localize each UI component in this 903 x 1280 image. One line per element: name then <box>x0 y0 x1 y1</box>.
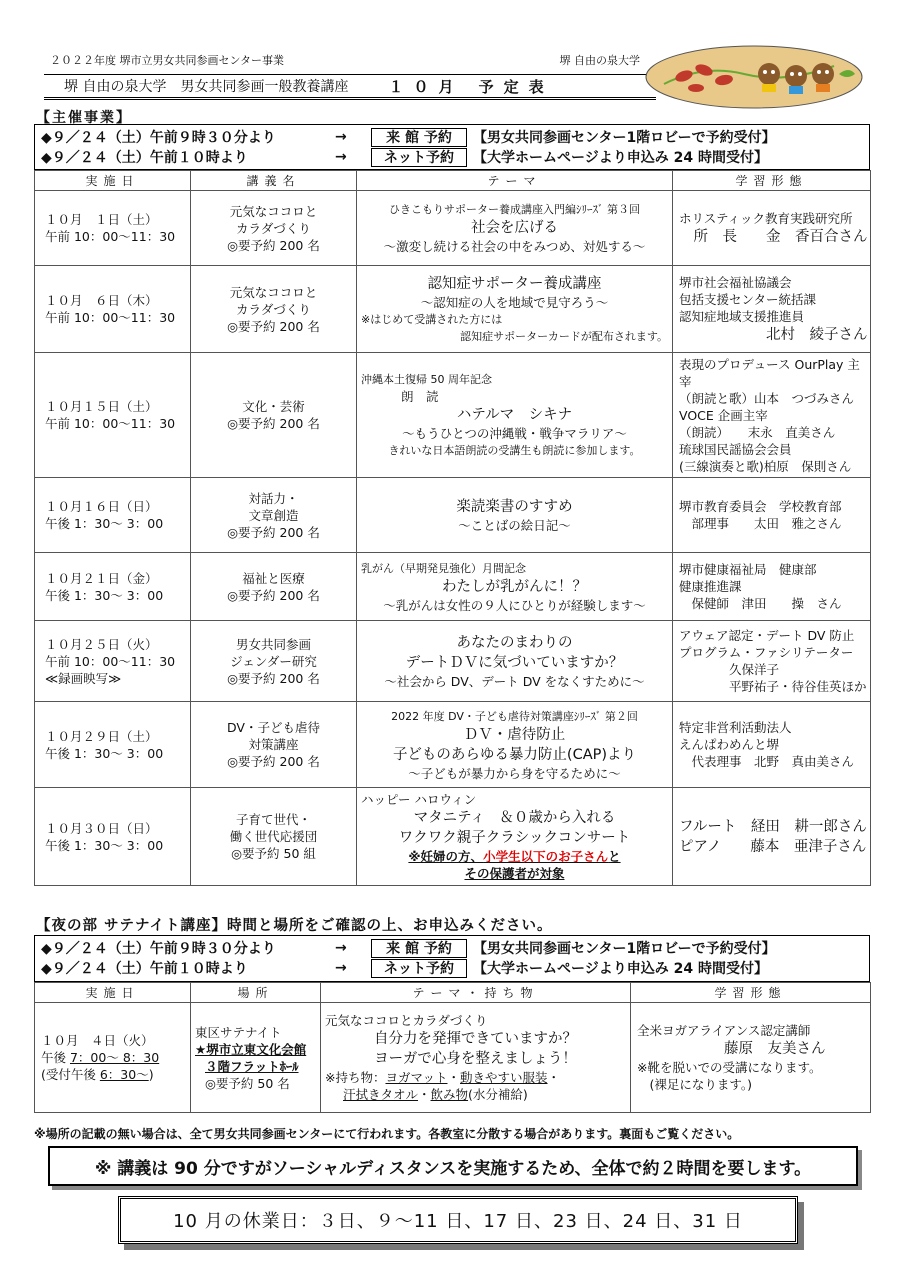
schedule-table <box>34 170 871 886</box>
cell-course <box>191 702 357 788</box>
title-mid: 男女共同参画一般教養講座 <box>180 79 349 95</box>
cell-theme <box>357 266 673 353</box>
cell-theme <box>357 621 673 702</box>
title-right: １０月 予定表 <box>388 77 554 96</box>
item-note: (水分補給) <box>468 1087 528 1102</box>
cell-theme <box>357 702 673 788</box>
cell-date <box>35 553 191 621</box>
course-line: カラダづくり <box>236 301 311 317</box>
course-line: 元気なココロと <box>229 284 318 300</box>
reservation-arrow: → <box>335 149 347 165</box>
course-line: DV・子ども虐待 <box>227 720 320 735</box>
reception-time: 6：30～ <box>99 1067 149 1082</box>
inst-note: (裸足になります。) <box>637 1077 753 1092</box>
inst-line: フルート 経田 耕一郎さん <box>679 818 867 835</box>
date-line: １０月１６日（日） <box>45 499 158 514</box>
cell-instructor <box>631 1003 871 1113</box>
cell-instructor <box>673 353 871 478</box>
theme-main: ワクワク親子クラシックコンサート <box>398 830 631 846</box>
time-line: 午前 10：00～11：30 <box>45 416 176 431</box>
reservation-date: ◆９／２４（土）午前９時３０分より <box>41 941 276 957</box>
inst-line: 所 長 金 香百合さん <box>679 228 868 245</box>
course-line: 男女共同参画 <box>235 636 311 652</box>
cell-theme <box>357 788 673 886</box>
col-header-date: 実施日 <box>35 171 191 191</box>
date-line: １０月 １日（土） <box>45 212 158 227</box>
theme-read: 朗 読 <box>401 389 439 404</box>
cell-instructor <box>673 191 871 266</box>
inst-line: 北村 綾子さん <box>679 326 868 343</box>
inst-line: 部理事 太田 雅之さん <box>679 516 842 531</box>
table-row <box>35 702 871 788</box>
items-label: ※持ち物： <box>325 1070 386 1085</box>
cell-course <box>191 788 357 886</box>
inst-line: 全米ヨガアライアンス認定講師 <box>637 1023 811 1038</box>
cell-theme <box>357 478 673 553</box>
course-line: 文章創造 <box>248 507 299 523</box>
theme-pre: ハッピー ハロウィン <box>361 792 477 807</box>
theme-main: 社会を広げる <box>471 220 558 236</box>
table-row <box>35 191 871 266</box>
theme-note: きれいな日本語朗読の受講生も朗読に参加します。 <box>388 444 641 457</box>
date-line: １０月２５日（火） <box>45 636 158 652</box>
time-line: 午前 10：00～11：30 <box>45 310 176 325</box>
reservation-note: 【男女共同参画センター1階ロビーで予約受付】 <box>473 941 776 957</box>
theme-sub: ～社会から DV、デート DV をなくすために～ <box>384 673 645 689</box>
course-line: 子育て世代・ <box>235 812 311 827</box>
reservation-kind: ネット予約 <box>371 148 467 167</box>
cell-instructor <box>673 702 871 788</box>
inst-line: ホリスティック教育実践研究所 <box>679 210 853 226</box>
course-line: 文化・芸術 <box>242 399 305 414</box>
time-line: 午前 10：00～11：30 <box>45 229 176 244</box>
inst-line: 保健師 津田 操 さん <box>679 596 842 611</box>
inst-line: 堺市健康福祉局 健康部 <box>679 562 817 577</box>
theme-main: 認知症サポーター養成講座 <box>427 275 602 292</box>
inst-line: アウェア認定・デート DV 防止 <box>679 628 855 643</box>
items-line <box>325 1086 626 1103</box>
cell-date <box>35 478 191 553</box>
theme-pre: 2022 年度 DV・子ども虐待対策講座ｼﾘｰｽﾞ 第２回 <box>391 709 638 723</box>
item-sep: ・ <box>447 1070 461 1085</box>
table-row <box>35 621 871 702</box>
reservation-arrow: → <box>335 960 347 976</box>
table-row <box>35 478 871 553</box>
theme-main: マタニティ ＆０歳から入れる <box>413 810 616 826</box>
col-header-form: 学習形態 <box>631 983 871 1003</box>
capacity-line: ◎要予約 50 組 <box>231 846 316 861</box>
theme-main: デートＤＶに気づいていますか？ <box>405 654 624 671</box>
capacity-line: ◎要予約 200 名 <box>227 754 320 769</box>
capacity-line: ◎要予約 200 名 <box>227 416 320 431</box>
cell-course <box>191 621 357 702</box>
theme-main: 自分力を発揮できていますか？ <box>374 1031 577 1047</box>
inst-line: 表現のプロデュース OurPlay 主宰 <box>679 356 860 389</box>
col-header-date: 実施日 <box>35 983 191 1003</box>
cell-date <box>35 266 191 353</box>
table-row <box>35 266 871 353</box>
header-year-org: ２０２２年度 堺市立男女共同参画センター事業 <box>50 54 285 67</box>
inst-line: (三線演奏と歌)柏原 保則さん <box>679 458 852 474</box>
place-line: 東区サテナイト <box>195 1024 282 1040</box>
reservation-arrow: → <box>335 129 347 145</box>
col-header-place: 場所 <box>191 983 321 1003</box>
cell-course <box>191 553 357 621</box>
theme-sub: ～子どもが暴力から身を守るために～ <box>408 765 621 781</box>
theme-main: ＤＶ・虐待防止 <box>463 726 566 743</box>
cell-theme <box>321 1003 631 1113</box>
reservation-line <box>35 147 869 167</box>
cell-date <box>35 1003 191 1113</box>
inst-line: 久保洋子 <box>679 662 780 677</box>
section1-label: 【主催事業】 <box>36 110 132 126</box>
time-prefix: 午後 <box>41 1050 70 1065</box>
inst-line: 堺市教育委員会 学校教育部 <box>679 499 842 514</box>
col-header-theme: テーマ・持ち物 <box>321 983 631 1003</box>
screening-note: ≪録画映写≫ <box>45 670 122 686</box>
col-header-theme: テーマ <box>357 171 673 191</box>
time-line: 午後 1：30～ 3：00 <box>45 745 164 761</box>
item: 動きやすい服装 <box>460 1070 548 1085</box>
theme-pre: 沖縄本土復帰 50 周年記念 <box>361 373 492 386</box>
inst-line: 認知症地域支援推進員 <box>679 308 805 324</box>
capacity-line: ◎要予約 200 名 <box>227 670 320 686</box>
theme-main: ヨーガで心身を整えましょう！ <box>374 1051 577 1067</box>
item: ヨガマット <box>385 1070 448 1085</box>
table-row <box>35 553 871 621</box>
section1-reservation-box <box>34 124 870 170</box>
time-line: 午後 1：30～ 3：00 <box>45 516 164 531</box>
cell-course <box>191 191 357 266</box>
inst-line: えんぱわめんと堺 <box>679 737 780 752</box>
theme-pre: 乳がん（早期発見強化）月間記念 <box>361 561 526 575</box>
date-line: １０月３０日（日） <box>45 820 158 836</box>
course-line: 対策講座 <box>248 737 299 752</box>
theme-sub: ～乳がんは女性の９人にひとりが経験します～ <box>383 597 646 613</box>
closed-days-box: 10 月の休業日：３日、９～11 日、17 日、23 日、24 日、31 日 <box>118 1196 798 1244</box>
course-line: カラダづくり <box>236 220 311 236</box>
inst-line: 藤原 友美さん <box>637 1041 826 1057</box>
date-line: １０月２９日（土） <box>45 728 158 744</box>
reservation-line <box>35 938 869 958</box>
inst-line: ピアノ 藤本 亜津子さん <box>679 838 867 855</box>
date-line: １０月１５日（土） <box>45 399 158 414</box>
note-part: ※妊婦の方、 <box>408 849 484 864</box>
time-range: 7：00～ 8：30 <box>69 1050 160 1065</box>
theme-sub: ～認知症の人を地域で見守ろう～ <box>420 294 609 310</box>
reservation-note: 【男女共同参画センター1階ロビーで予約受付】 <box>473 130 776 146</box>
inst-line: VOCE 企画主宰 <box>679 407 768 423</box>
cell-theme <box>357 553 673 621</box>
cell-course <box>191 353 357 478</box>
reception-suffix: ) <box>148 1067 154 1082</box>
section2-reservation-box <box>34 935 870 982</box>
theme-main: ハテルマ シキナ <box>456 407 573 423</box>
date-line: １０月２１日（金） <box>45 570 158 586</box>
table-row <box>35 1003 871 1113</box>
inst-line: 平野祐子・待谷佳英ほか <box>679 679 867 694</box>
cell-date <box>35 788 191 886</box>
theme-main: 子どものあらゆる暴力防止(CAP)より <box>392 746 637 763</box>
time-line <box>41 1049 190 1066</box>
inst-line: プログラム・ファシリテーター <box>679 645 854 660</box>
table-row <box>35 788 871 886</box>
capacity-line: ◎要予約 200 名 <box>227 587 320 603</box>
theme-pre: ひきこもりサポーター養成講座入門編ｼﾘｰｽﾞ 第３回 <box>389 203 640 216</box>
course-line: 対話力・ <box>248 490 299 506</box>
course-line: ジェンダー研究 <box>230 653 317 669</box>
cell-theme <box>357 191 673 266</box>
col-header-course: 講義名 <box>191 171 357 191</box>
theme-sub: ～激変し続ける社会の中をみつめ、対処する～ <box>383 239 646 254</box>
header-univ-right: 堺 自由の泉大学 <box>559 54 640 67</box>
cell-instructor <box>673 553 871 621</box>
cell-theme <box>357 353 673 478</box>
theme-sub: ～もうひとつの沖縄戦・戦争マラリア～ <box>402 426 627 441</box>
capacity-line: ◎要予約 50 名 <box>205 1075 290 1091</box>
cell-date <box>35 621 191 702</box>
time-line: 午後 1：30～ 3：00 <box>45 587 164 603</box>
item-sep: ・ <box>547 1070 561 1085</box>
course-line: 働く世代応援団 <box>229 829 318 844</box>
night-schedule-table <box>34 982 871 1113</box>
col-header-form: 学習形態 <box>673 171 871 191</box>
theme-note: ※はじめて受講された方には <box>361 312 503 326</box>
reservation-date: ◆９／２４（土）午前９時３０分より <box>41 130 276 146</box>
item: 飲み物 <box>430 1087 469 1102</box>
inst-line: （朗読と歌）山本 つづみさん <box>679 390 855 406</box>
notice-banner: ※ 講義は 90 分ですがソーシャルディスタンスを実施するため、全体で約２時間を要します。 <box>48 1146 858 1186</box>
time-line: 午後 1：30～ 3：00 <box>45 837 164 853</box>
cell-instructor <box>673 788 871 886</box>
note-part-red: 小学生以下のお子さん <box>483 849 609 864</box>
capacity-line: ◎要予約 200 名 <box>227 524 320 540</box>
course-line: 元気なココロと <box>229 203 318 219</box>
inst-line: （朗読） 末永 直美さん <box>679 424 836 440</box>
section2-label: 【夜の部 サテナイト講座】時間と場所をご確認の上、お申込みください。 <box>36 918 553 934</box>
cell-instructor <box>673 621 871 702</box>
inst-line: 特定非営利活動法人 <box>679 720 792 735</box>
inst-line: 健康推進課 <box>679 579 742 594</box>
theme-main: あなたのまわりの <box>456 634 573 651</box>
reservation-line <box>35 958 869 978</box>
cell-instructor <box>673 266 871 353</box>
reservation-kind: 来 館 予約 <box>371 128 467 147</box>
date-line: １０月 ４日（火） <box>41 1033 154 1048</box>
theme-sub: ～ことばの絵日記～ <box>458 517 571 533</box>
table-header-row <box>35 171 871 191</box>
item: 汗拭きタオル <box>343 1087 419 1102</box>
date-line: １０月 ６日（木） <box>45 293 158 308</box>
time-line: 午前 10：00～11：30 <box>45 653 176 669</box>
reception-line <box>41 1066 190 1083</box>
reservation-note: 【大学ホームページより申込み 24 時間受付】 <box>473 961 768 977</box>
cell-date <box>35 191 191 266</box>
capacity-line: ◎要予約 200 名 <box>227 237 320 253</box>
reservation-arrow: → <box>335 940 347 956</box>
table-row <box>35 353 871 478</box>
inst-line: 包括支援センター統括課 <box>679 291 817 307</box>
theme-main: わたしが乳がんに！？ <box>442 578 587 595</box>
course-line: 福祉と医療 <box>242 570 305 586</box>
note-part: と <box>608 849 621 864</box>
theme-note: その保護者が対象 <box>464 866 565 881</box>
theme-pre: 元気なココロとカラダづくり <box>325 1013 488 1028</box>
reservation-note: 【大学ホームページより申込み 24 時間受付】 <box>473 150 768 166</box>
cell-date <box>35 702 191 788</box>
theme-main: 楽読楽書のすすめ <box>456 498 573 515</box>
title-left: 堺 自由の泉大学 <box>64 79 167 95</box>
capacity-line: ◎要予約 200 名 <box>227 318 320 334</box>
item-sep: ・ <box>418 1087 431 1102</box>
cell-date <box>35 353 191 478</box>
inst-note: ※靴を脱いでの受講になります。 <box>637 1060 822 1075</box>
place-line: ３階フラットﾎｰﾙ <box>205 1058 299 1074</box>
page-title <box>44 74 656 100</box>
theme-note <box>361 848 668 865</box>
place-line: ★堺市立東文化会館 <box>195 1041 307 1057</box>
cell-instructor <box>673 478 871 553</box>
theme-note: 認知症サポーターカードが配布されます。 <box>460 329 668 343</box>
reservation-kind: ネット予約 <box>371 959 467 978</box>
mascot-logo-icon <box>644 44 864 110</box>
reservation-kind: 来 館 予約 <box>371 939 467 958</box>
items-line <box>325 1069 626 1086</box>
reception-prefix: (受付午後 <box>41 1067 100 1082</box>
table-header-row <box>35 983 871 1003</box>
reservation-date: ◆９／２４（土）午前１０時より <box>41 150 248 166</box>
footnote: ※場所の記載の無い場合は、全て男女共同参画センターにて行われます。各教室に分散する場合があります。裏面もご覧ください。 <box>34 1127 740 1141</box>
reservation-line <box>35 127 869 147</box>
reservation-date: ◆９／２４（土）午前１０時より <box>41 961 248 977</box>
inst-line: 代表理事 北野 真由美さん <box>679 754 855 769</box>
cell-place <box>191 1003 321 1113</box>
cell-course <box>191 478 357 553</box>
inst-line: 琉球国民謡協会会員 <box>679 441 792 457</box>
cell-course <box>191 266 357 353</box>
inst-line: 堺市社会福祉協議会 <box>679 274 792 290</box>
